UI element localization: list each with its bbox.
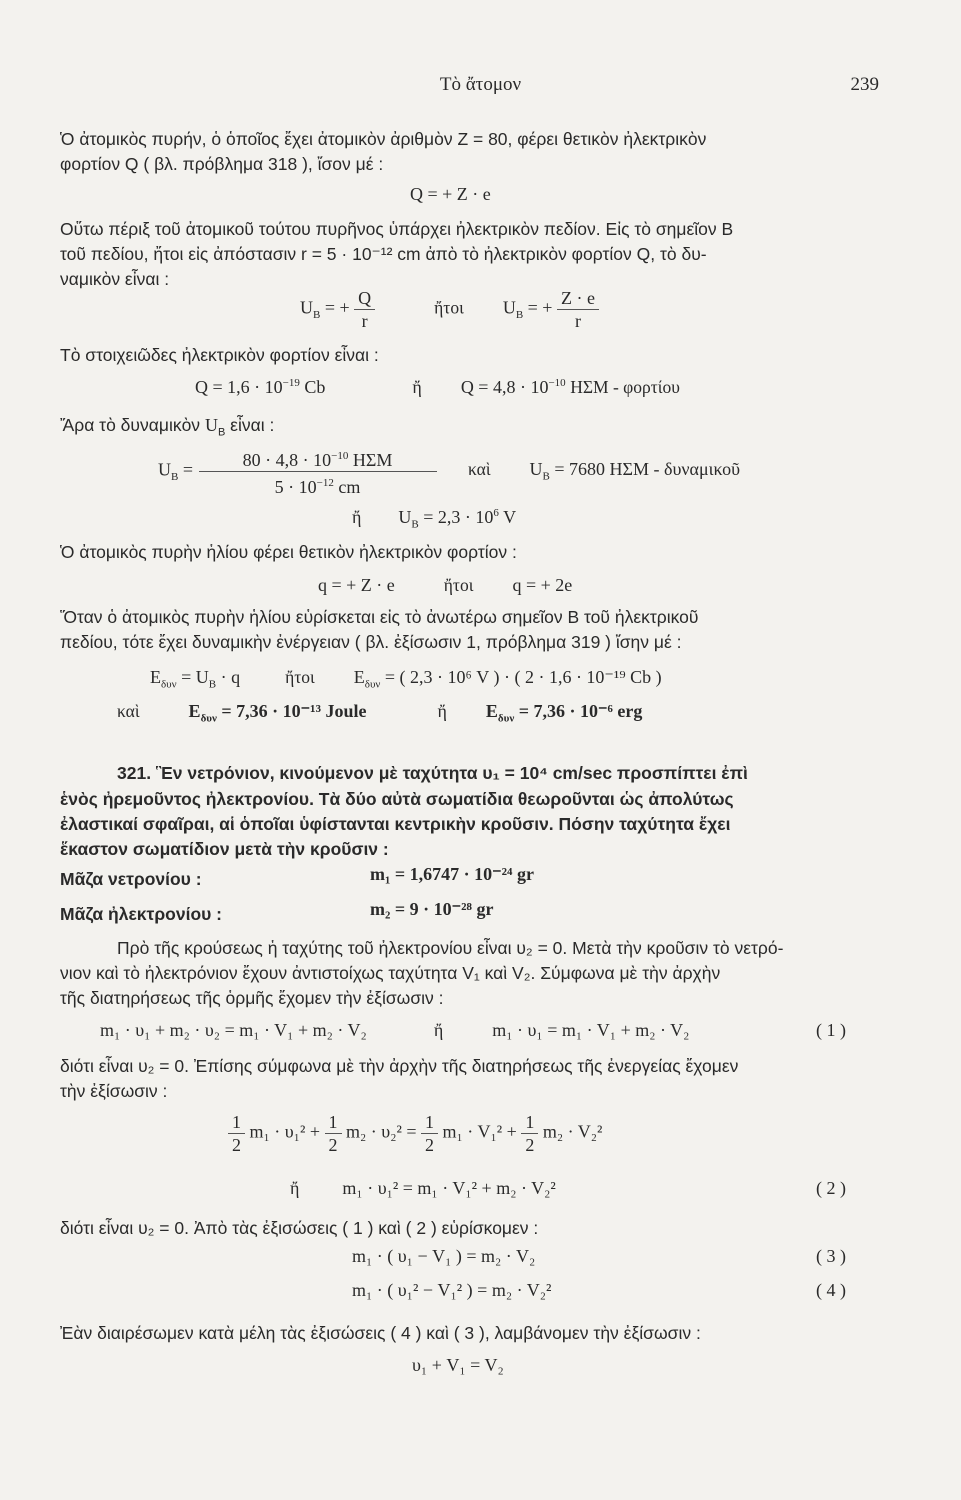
fraction-potential: $\frac{80 \cdot 4,8 \cdot 10^{-10} H\Sigma M}{5 \cdot 10^{-12} cm}$ <box>198 446 438 497</box>
solution-line-6: διότι εἶναι υ₂ = 0. Ἀπὸ τὰς ἐξισώσεις ( 1 ) καὶ ( 2 ) εὑρίσκομεν : <box>60 1218 539 1238</box>
intro-line-4: τοῦ πεδίου, ἤτοι εἰς ἀπόστασιν r = 5 · 10⁻¹² cm ἀπὸ τὸ ἠλεκτρικὸν φορτίον Q, τὸ δυ- <box>60 244 707 264</box>
intro-line-9: Ὅταν ὁ ἀτομικὸς πυρὴν ἡλίου εὑρίσκεται εἰς τὸ ἀνωτέρω σημεῖον Β τοῦ ἠλεκτρικοῦ <box>60 607 699 627</box>
equation-potential-result: καὶ $U_B = 7680$ ΗΣΜ - δυναμικοῦ <box>468 459 741 483</box>
solution-line-4: διότι εἶναι υ₂ = 0. Ἐπίσης σύμφωνα μὲ τὴν ἀρχὴν τῆς διατηρήσεως τῆς ἐνεργείας ἔχομεν <box>60 1056 739 1076</box>
mass-electron-value: m₂ = 9 · 10⁻²⁸ gr <box>370 899 494 919</box>
mass-neutron-label: Μᾶζα νετρονίου : <box>60 869 202 889</box>
intro-line-1: Ὁ ἀτομικὸς πυρήν, ὁ ὁποῖος ἔχει ἀτομικὸν ἀριθμὸν Z = 80, φέρει θετικὸν ἠλεκτρικὸν <box>60 129 707 149</box>
mass-neutron-value: m₁ = 1,6747 · 10⁻²⁴ gr <box>370 864 534 884</box>
intro-line-10: πεδίου, τότε ἔχει δυναμικὴν ἐνέργειαν ( βλ. ἐξίσωσιν 1, πρόβλημα 319 ) ἴσην μέ : <box>60 632 682 652</box>
equation-energy-simplified: ἤ m₁ · υ₁² = m₁ · V₁² + m₂ · V₂² <box>290 1178 556 1198</box>
equation-velocity-relation: υ₁ + V₁ = V₂ <box>412 1355 504 1375</box>
equation-3: m₁ · ( υ₁ − V₁ ) = m₂ · V₂ <box>352 1246 536 1266</box>
equation-potential-volts: ἤ $U_B = 2,3 \cdot 10^6$ V <box>352 507 517 531</box>
problem-line-1: 321. Ἓν νετρόνιον, κινούμενον μὲ ταχύτητα υ₁ = 10⁴ cm/sec προσπίπτει ἐπὶ <box>117 763 748 783</box>
equation-number-3: ( 3 ) <box>816 1246 846 1266</box>
fraction-q-over-r: $\frac{Q}{r}$ <box>354 288 375 331</box>
equation-potential-value: $U_B$ = $\frac{80 \cdot 4,8 \cdot 10^{-10} H\Sigma M}{5 \cdot 10^{-12} cm}$ <box>158 446 438 497</box>
equation-potential: $U_B$ = + $\frac{Q}{r}$ ἤτοι $U_B$ = + $\frac{Z \cdot e}{r}$ <box>300 288 599 331</box>
solution-line-1: Πρὸ τῆς κρούσεως ἡ ταχύτης τοῦ ἠλεκτρονίου εἶναι υ₂ = 0. Μετὰ τὴν κροῦσιν τὸ νετρό- <box>117 938 784 958</box>
problem-line-2: ἑνὸς ἠρεμοῦντος ἠλεκτρονίου. Τὰ δύο αὐτὰ σωματίδια θεωροῦνται ὡς ἀπολύτως <box>60 789 734 809</box>
intro-line-7: Ἄρα τὸ δυναμικὸν $U_B$ εἶναι : <box>60 415 275 439</box>
problem-number: 321. <box>117 763 152 783</box>
intro-line-3: Οὕτω πέριξ τοῦ ἀτομικοῦ τούτου πυρῆνος ὑπάρχει ἠλεκτρικὸν πεδίον. Εἰς τὸ σημεῖον Β <box>60 219 734 239</box>
equation-energy-conservation: $\frac{1}{2}$ m₁ · υ₁² + $\frac{1}{2}$ m₂ · υ₂² = $\frac{1}{2}$ m₁ · V₁² + $\frac{1}{2}$ m₂ · V₂² <box>228 1112 602 1155</box>
problem-line-3: ἐλαστικαί σφαῖραι, αἱ ὁποῖαι ὑφίστανται κεντρικὴν κροῦσιν. Πόσην ταχύτητα ἔχει <box>60 814 731 834</box>
intro-line-6: Τὸ στοιχειῶδες ἠλεκτρικὸν φορτίον εἶναι : <box>60 345 379 365</box>
fraction-ze-over-r: $\frac{Z \cdot e}{r}$ <box>557 288 599 331</box>
intro-line-8: Ὁ ἀτομικὸς πυρὴν ἡλίου φέρει θετικὸν ἠλεκτρικὸν φορτίον : <box>60 542 517 562</box>
equation-elementary-charge: $Q = 1,6 \cdot 10^{-19}$ Cb ἤ $Q = 4,8 \cdot 10^{-10}$ ΗΣΜ - φορτίου <box>195 377 680 397</box>
equation-energy: $E_{\delta\upsilon\nu} = U_B \cdot q$ ἤτοι $E_{\delta\upsilon\nu}$ = ( 2,3 · 10⁶ V ) · ( 2 · 1,6 · 10⁻¹⁹ Cb ) <box>150 667 662 691</box>
running-header-title: Τὸ ἄτομον <box>439 74 522 95</box>
problem-line-4: ἕκαστον σωματίδιον μετὰ τὴν κροῦσιν : <box>60 839 389 859</box>
solution-line-3: τῆς διατηρήσεως τῆς ὁρμῆς ἔχομεν τὴν ἐξίσωσιν : <box>60 988 444 1008</box>
page-number: 239 <box>850 74 879 95</box>
equation-4: m₁ · ( υ₁² − V₁² ) = m₂ · V₂² <box>352 1280 552 1300</box>
solution-line-2: νιον καὶ τὸ ἠλεκτρόνιον ἔχουν ἀντιστοίχως ταχύτητα V₁ καὶ V₂. Σύμφωνα μὲ τὴν ἀρχὴν <box>60 963 721 983</box>
solution-line-7: Ἐὰν διαιρέσωμεν κατὰ μέλη τὰς ἐξισώσεις ( 4 ) καὶ ( 3 ), λαμβάνομεν τὴν ἐξίσωσιν : <box>60 1323 701 1343</box>
equation-helium-charge: q = + Z · e ἤτοι q = + 2e <box>318 575 573 595</box>
intro-line-2: φορτίον Q ( βλ. πρόβλημα 318 ), ἴσον μέ : <box>60 154 384 174</box>
equation-number-2: ( 2 ) <box>816 1178 846 1198</box>
equation-number-1: ( 1 ) <box>816 1020 846 1040</box>
equation-charge: Q = + Z · e <box>410 184 491 204</box>
equation-energy-result: καὶ $E_{\delta\upsilon\nu} = 7,36 \cdot 10^{-13}$ Joule ἤ $E_{\delta\upsilon\nu} = 7,36 \cdot 10^{-6}$ erg <box>117 701 643 725</box>
intro-line-5: ναμικὸν εἶναι : <box>60 269 170 289</box>
mass-electron-label: Μᾶζα ἠλεκτρονίου : <box>60 904 223 924</box>
equation-momentum: m₁ · υ₁ + m₂ · υ₂ = m₁ · V₁ + m₂ · V₂ ἤ m₁ · υ₁ = m₁ · V₁ + m₂ · V₂ <box>100 1020 690 1040</box>
equation-number-4: ( 4 ) <box>816 1280 846 1300</box>
solution-line-5: τὴν ἐξίσωσιν : <box>60 1081 168 1101</box>
